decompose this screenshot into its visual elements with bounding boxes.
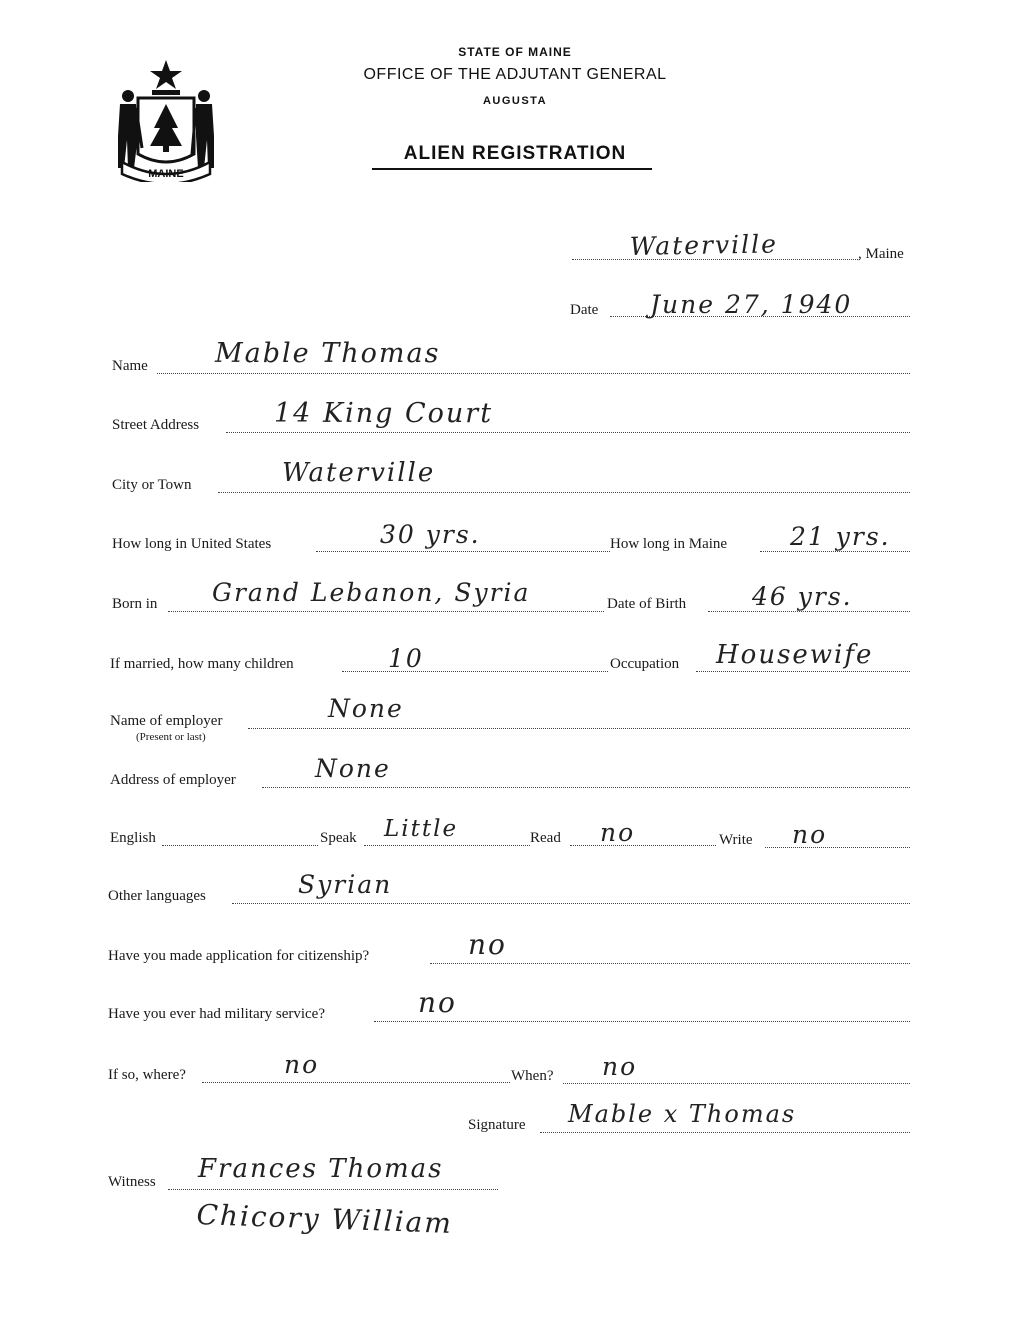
english-line <box>162 845 318 846</box>
signature-value: Mable x Thomas <box>568 1100 797 1128</box>
maine-time-value: 21 yrs. <box>790 522 891 551</box>
write-label: Write <box>719 832 753 848</box>
date-value: June 27, 1940 <box>650 290 853 319</box>
occupation-label: Occupation <box>610 656 680 672</box>
speak-label: Speak <box>320 830 357 846</box>
dob-value: 46 yrs. <box>752 582 853 611</box>
speak-value: Little <box>384 816 459 842</box>
where-label: If so, where? <box>108 1067 186 1083</box>
street-label: Street Address <box>112 417 200 433</box>
name-value: Mable Thomas <box>215 338 441 369</box>
employer-sublabel: (Present or last) <box>136 731 206 743</box>
us-time-line <box>316 551 610 552</box>
occupation-value: Housewife <box>716 640 874 670</box>
employer-value: None <box>328 694 404 723</box>
citizenship-label: Have you made application for citizenship? <box>108 948 370 964</box>
maine-suffix: , Maine <box>858 246 904 262</box>
header-office: OFFICE OF THE ADJUTANT GENERAL <box>363 66 667 83</box>
city-label: City or Town <box>112 477 192 493</box>
other-languages-label: Other languages <box>108 888 206 904</box>
employer-line <box>248 728 910 729</box>
maine-time-line <box>760 551 910 552</box>
name-line <box>157 373 910 374</box>
children-line <box>342 671 608 672</box>
children-value: 10 <box>388 644 424 673</box>
employer-label: Name of employer <box>110 713 223 729</box>
signature-label: Signature <box>468 1117 526 1133</box>
seal-ribbon-text: MAINE <box>148 168 184 180</box>
where-value: no <box>284 1050 320 1079</box>
born-value: Grand Lebanon, Syria <box>212 578 531 607</box>
when-label: When? <box>511 1068 554 1084</box>
us-time-label: How long in United States <box>112 536 272 552</box>
witness-second-signature: Chicory William <box>196 1198 454 1240</box>
citizenship-value: no <box>468 928 507 961</box>
english-label: English <box>110 830 156 846</box>
header-state: STATE OF MAINE <box>458 45 572 59</box>
witness-label: Witness <box>108 1174 156 1190</box>
born-line <box>168 611 604 612</box>
when-line <box>563 1083 910 1084</box>
military-line <box>374 1021 910 1022</box>
citizenship-line <box>430 963 910 964</box>
military-value: no <box>418 986 457 1019</box>
other-languages-line <box>232 903 910 904</box>
city-line <box>218 492 910 493</box>
us-time-value: 30 yrs. <box>380 520 481 549</box>
children-label: If married, how many children <box>110 656 294 672</box>
signature-line <box>540 1132 910 1133</box>
maine-state-seal-logo <box>112 58 220 182</box>
read-line <box>570 845 716 846</box>
city-value: Waterville <box>282 458 436 488</box>
employer-address-value: None <box>315 754 391 783</box>
when-value: no <box>602 1052 638 1081</box>
military-label: Have you ever had military service? <box>108 1006 325 1022</box>
street-line <box>226 432 910 433</box>
maine-time-label: How long in Maine <box>610 536 728 552</box>
date-label: Date <box>570 302 599 318</box>
born-label: Born in <box>112 596 158 612</box>
header-city: AUGUSTA <box>482 95 548 107</box>
other-languages-value: Syrian <box>298 870 393 899</box>
place-value: Waterville <box>629 229 779 261</box>
dob-line <box>708 611 910 612</box>
name-label: Name <box>112 358 148 374</box>
occupation-line <box>696 671 910 672</box>
write-line <box>765 847 910 848</box>
witness-value: Frances Thomas <box>198 1154 444 1184</box>
read-value: no <box>600 818 636 847</box>
employer-address-line <box>262 787 910 788</box>
witness-line <box>168 1189 498 1190</box>
title-underline <box>372 168 652 170</box>
dob-label: Date of Birth <box>607 596 687 612</box>
write-value: no <box>792 820 828 849</box>
read-label: Read <box>530 830 561 846</box>
speak-line <box>364 845 530 846</box>
employer-address-label: Address of employer <box>110 772 236 788</box>
form-title: ALIEN REGISTRATION <box>403 143 627 164</box>
where-line <box>202 1082 510 1083</box>
street-value: 14 King Court <box>274 398 494 429</box>
